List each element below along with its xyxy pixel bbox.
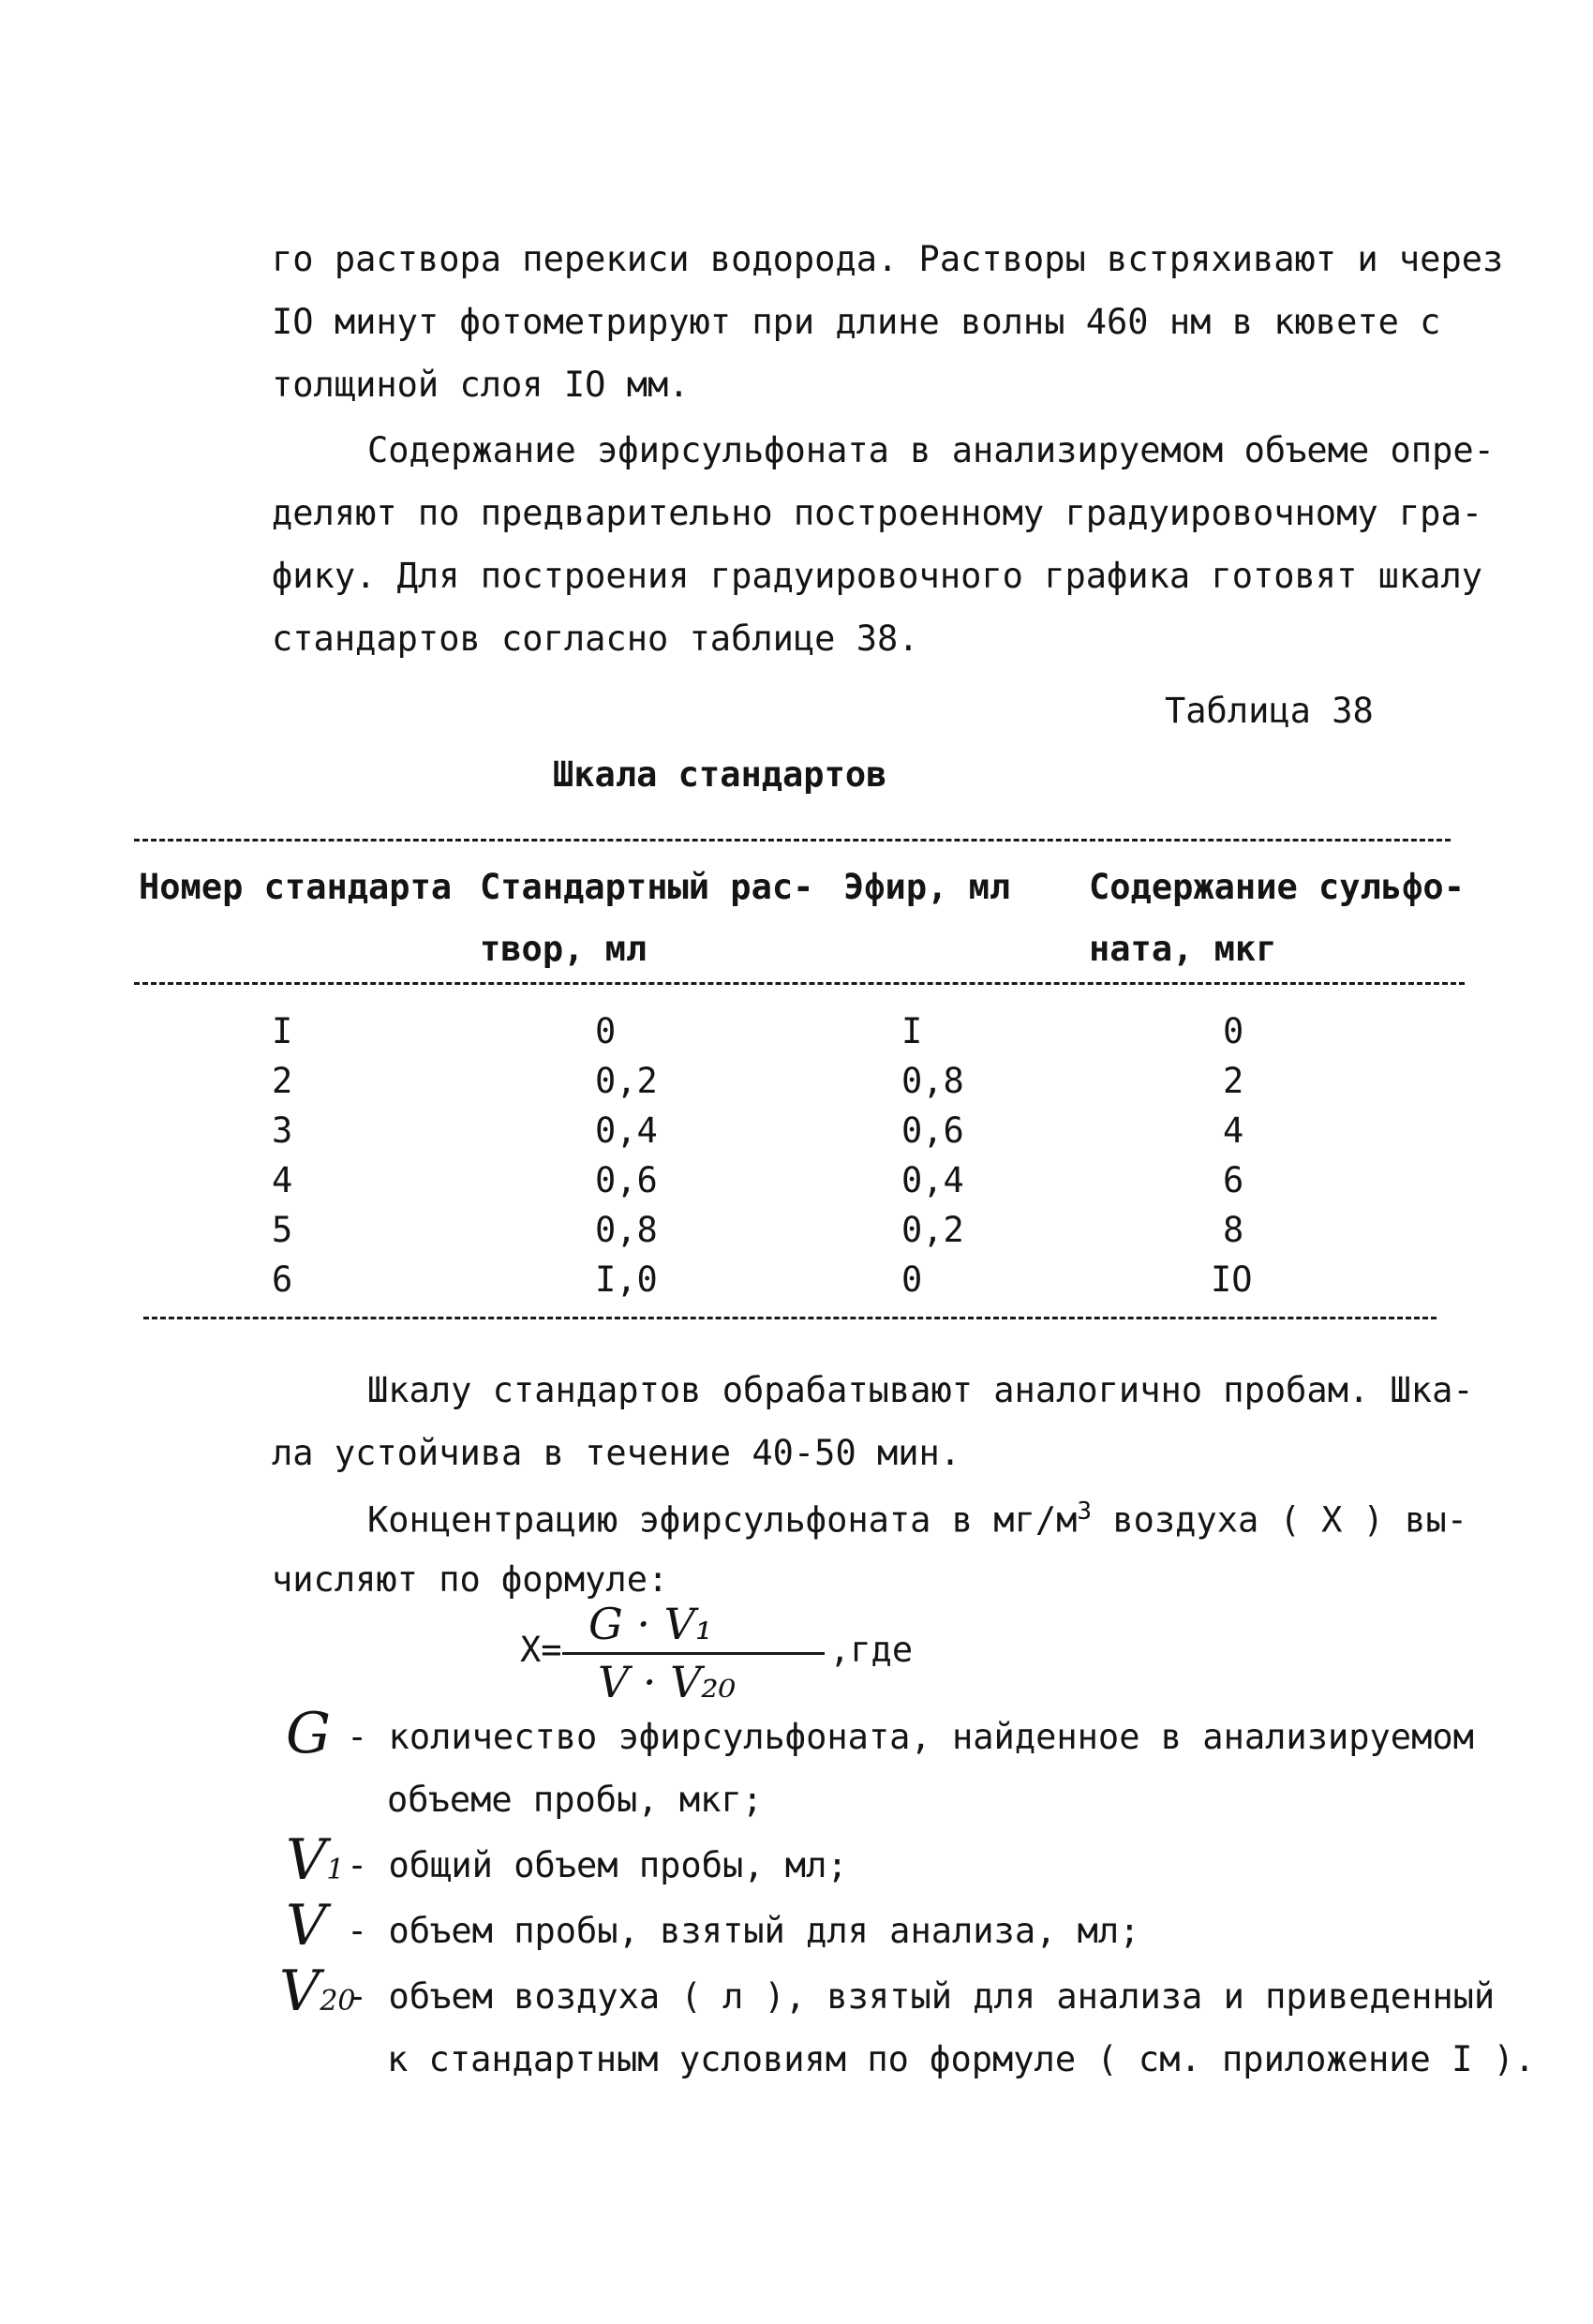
table-cell: 0,4	[595, 1110, 658, 1151]
table-header-number: Номер стандарта	[139, 867, 453, 907]
definition-g-line1: - количество эфирсульфоната, найденное в анализируемом	[347, 1717, 1474, 1757]
table-cell: 3	[272, 1110, 293, 1151]
table-cell: IO	[1211, 1259, 1253, 1300]
table-cell: 6	[1223, 1160, 1244, 1200]
paragraph4-line1-sup: 3	[1077, 1497, 1093, 1526]
symbol-v1: V1	[286, 1827, 345, 1893]
table-cell: 0	[1223, 1011, 1244, 1051]
paragraph1-line3: толщиной слоя IO мм.	[272, 365, 690, 405]
formula-numerator: G · V₁	[588, 1599, 713, 1649]
table-cell: 0	[595, 1011, 617, 1051]
paragraph2-line4: стандартов согласно таблице 38.	[272, 618, 919, 659]
table-cell: 0,6	[901, 1110, 964, 1151]
definition-v-line1: - объем пробы, взятый для анализа, мл;	[347, 1911, 1140, 1951]
table-number-label: Таблица 38	[1165, 691, 1374, 731]
formula-lhs: X=	[520, 1630, 562, 1670]
symbol-v: V	[286, 1893, 327, 1959]
table-cell: 2	[272, 1061, 293, 1101]
paragraph4-line1	[367, 1497, 1468, 1541]
table-cell: I	[272, 1011, 293, 1051]
table-cell: 5	[272, 1210, 293, 1250]
table-cell: 0,2	[901, 1210, 964, 1250]
paragraph4-line1-post: воздуха ( X ) вы-	[1092, 1499, 1468, 1541]
definition-g-line2: объеме пробы, мкг;	[387, 1780, 763, 1820]
table-cell: 4	[1223, 1110, 1244, 1151]
table-cell: I,0	[595, 1259, 658, 1300]
paragraph3-line2: ла устойчива в течение 40-50 мин.	[272, 1433, 961, 1473]
table-top-rule	[134, 839, 1451, 842]
table-title: Шкала стандартов	[553, 754, 887, 795]
paragraph2-line3: фику. Для построения градуировочного графика готовят шкалу	[272, 556, 1483, 596]
table-header-content: Содержание сульфо- ната, мкг	[1089, 867, 1465, 969]
table-cell: 0	[901, 1259, 923, 1300]
table-bottom-rule	[143, 1317, 1437, 1319]
table-cell: 0,4	[901, 1160, 964, 1200]
table-header-ether: Эфир, мл	[843, 867, 1011, 907]
table-cell: 0,6	[595, 1160, 658, 1200]
table-cell: 2	[1223, 1061, 1244, 1101]
paragraph2-line2: деляют по предварительно построенному градуировочному гра-	[272, 493, 1483, 533]
table-cell: 8	[1223, 1210, 1244, 1250]
symbol-v20: V20	[279, 1959, 356, 2024]
symbol-g: G	[286, 1701, 331, 1766]
paragraph1-line1: го раствора перекиси водорода. Растворы встряхивают и через	[272, 239, 1504, 279]
paragraph2-line1: Содержание эфирсульфоната в анализируемом объеме опре-	[367, 430, 1495, 470]
table-cell: 0,2	[595, 1061, 658, 1101]
definition-v1-line1: - общий объем пробы, мл;	[347, 1845, 848, 1885]
paragraph3-line1: Шкалу стандартов обрабатывают аналогично пробам. Шка-	[367, 1370, 1474, 1410]
paragraph4-line1-pre: Концентрацию эфирсульфоната в мг/м	[367, 1499, 1078, 1541]
table-cell: 4	[272, 1160, 293, 1200]
formula-suffix: ,где	[829, 1630, 914, 1670]
paragraph1-line2: IO минут фотометрируют при длине волны 460 нм в кювете с	[272, 302, 1441, 342]
formula-fraction-bar	[562, 1652, 825, 1655]
table-cell: 0,8	[901, 1061, 964, 1101]
paragraph4-line2: числяют по формуле:	[272, 1559, 669, 1600]
definition-v20-line2: к стандартным условиям по формуле ( см. приложение I ).	[387, 2039, 1536, 2079]
table-cell: I	[901, 1011, 923, 1051]
formula-denominator: V · V₂₀	[598, 1657, 737, 1707]
table-header-standard-solution: Стандартный рас- твор, мл	[480, 867, 814, 969]
table-cell: 6	[272, 1259, 293, 1300]
table-cell: 0,8	[595, 1210, 658, 1250]
table-header-rule	[134, 982, 1465, 985]
definition-v20-line1: - объем воздуха ( л ), взятый для анализа и приведенный	[347, 1976, 1496, 2017]
